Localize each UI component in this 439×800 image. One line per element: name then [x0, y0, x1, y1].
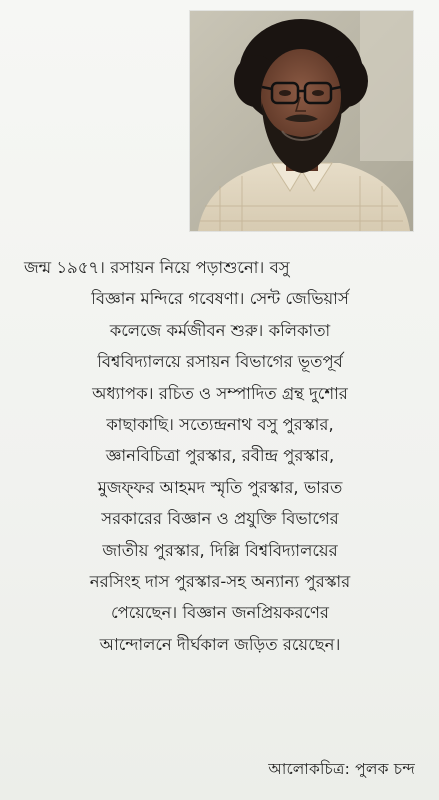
bio-line: অধ্যাপক। রচিত ও সম্পাদিত গ্রন্থ দুশোর [92, 383, 348, 403]
bio-line: কাছাকাছি। সত্যেন্দ্রনাথ বসু পুরস্কার, [106, 415, 334, 435]
bio-line: জন্ম ১৯৫৭। রসায়ন নিয়ে পড়াশুনো। বসু [24, 258, 290, 277]
photo-credit: আলোকচিত্র: পুলক চন্দ [268, 760, 415, 778]
bio-line: বিজ্ঞান মন্দিরে গবেষণা। সেন্ট জেভিয়ার্স [91, 289, 349, 309]
bio-line: কলেজে কর্মজীবন শুরু। কলিকাতা [109, 320, 331, 340]
author-biography [20, 252, 420, 660]
author-portrait-image [190, 11, 413, 231]
bio-line: জাতীয় পুরস্কার, দিল্লি বিশ্ববিদ্যালয়ের [102, 540, 338, 560]
bio-line: নরসিংহ দাস পুরস্কার-সহ অন্যান্য পুরস্কার [89, 572, 351, 592]
bio-line: পেয়েছেন। বিজ্ঞান জনপ্রিয়করণের [110, 603, 329, 623]
bio-line: মুজফ্‌ফর আহমদ স্মৃতি পুরস্কার, ভারত [97, 477, 343, 497]
bio-line: সরকারের বিজ্ঞান ও প্রযুক্তি বিভাগের [101, 509, 339, 529]
bio-line: বিশ্ববিদ্যালয়ে রসায়ন বিভাগের ভূতপূর্ব [97, 352, 343, 372]
author-photo [190, 11, 413, 231]
bio-line: আন্দোলনে দীর্ঘকাল জড়িত রয়েছেন। [99, 634, 341, 654]
bio-line: জ্ঞানবিচিত্রা পুরস্কার, রবীন্দ্র পুরস্কার, [105, 446, 335, 466]
